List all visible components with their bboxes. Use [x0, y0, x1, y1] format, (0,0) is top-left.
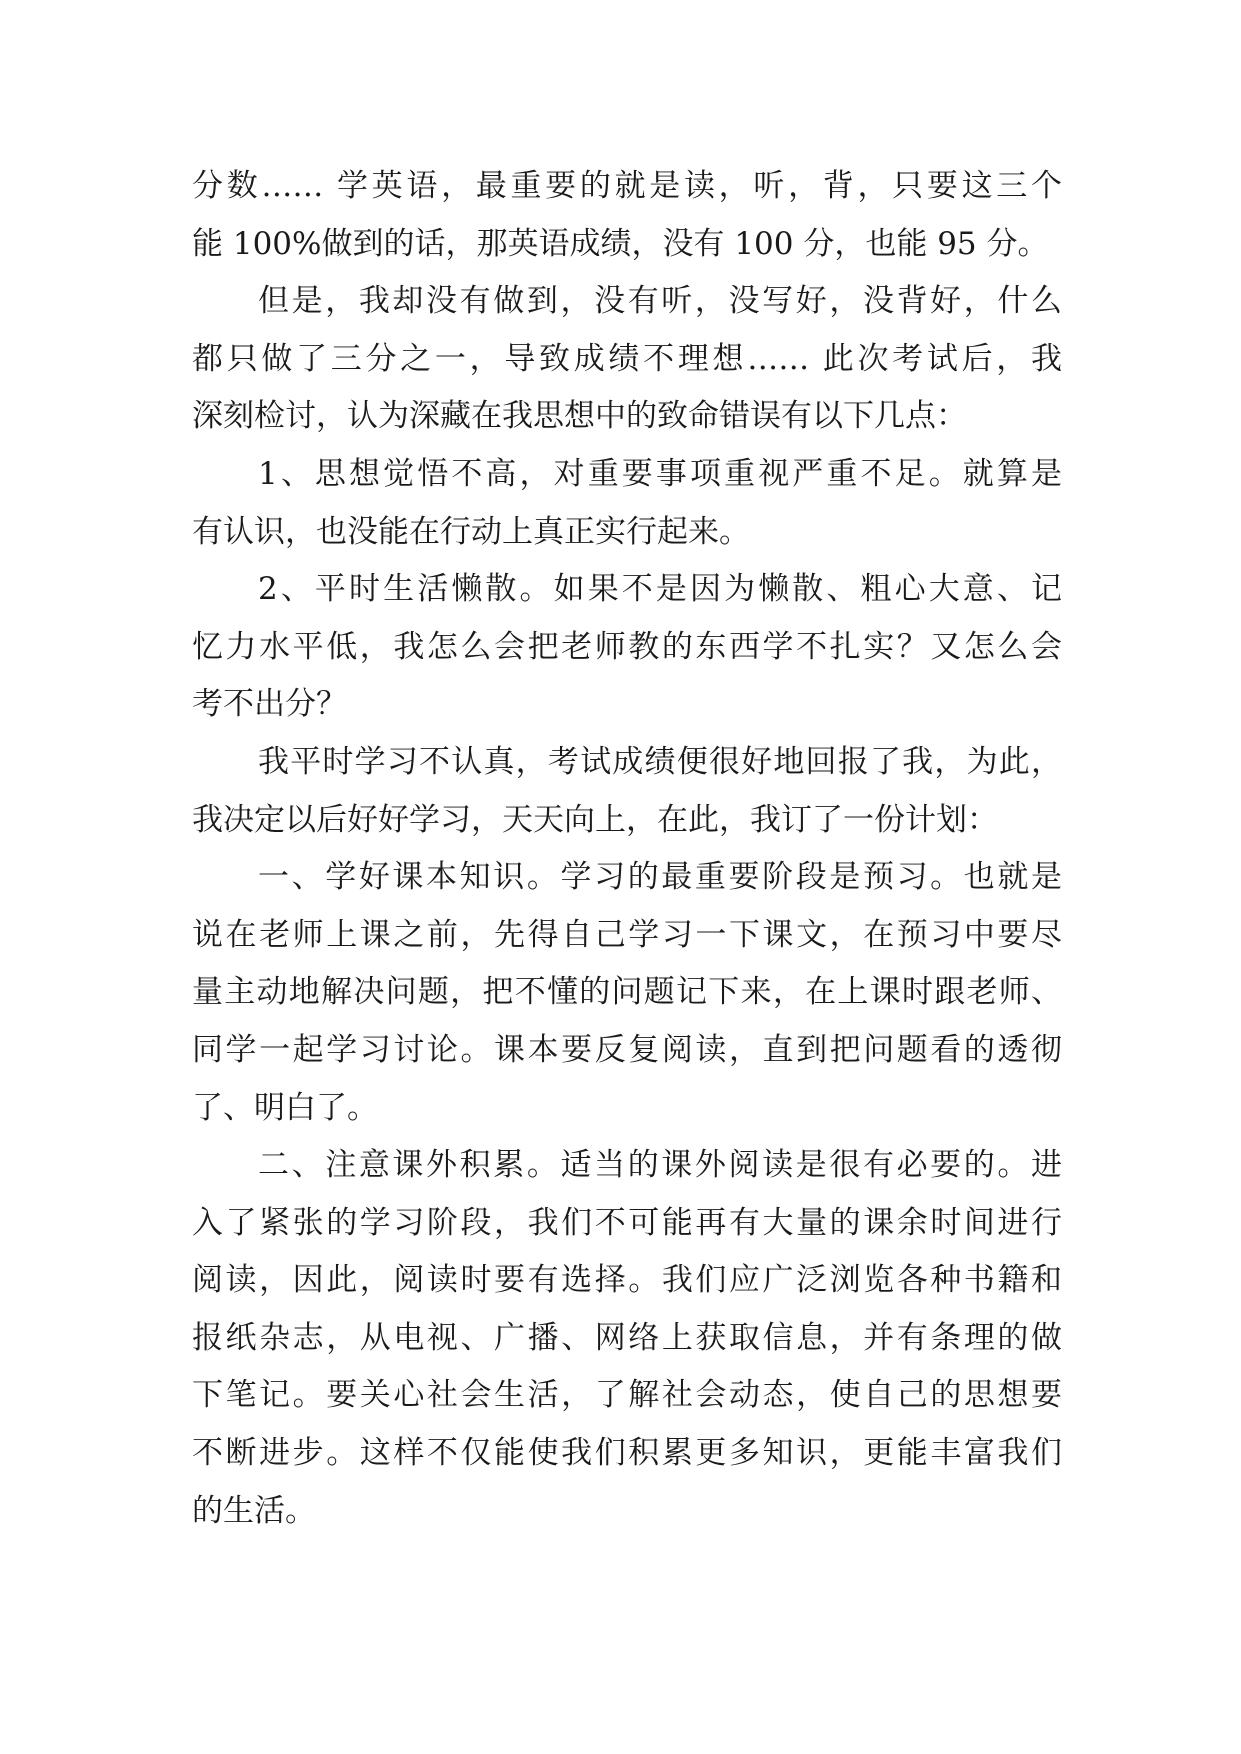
text-line: 不断进步。这样不仅能使我们积累更多知识，更能丰富我们	[192, 1435, 1062, 1472]
text-line: 1、思想觉悟不高，对重要事项重视严重不足。就算是	[258, 455, 1062, 492]
text-line: 二、注意课外积累。适当的课外阅读是很有必要的。进	[258, 1147, 1062, 1184]
text-line: 分数…… 学英语，最重要的就是读，听，背，只要这三个	[192, 168, 1062, 204]
text-line: 同学一起学习讨论。课本要反复阅读，直到把问题看的透彻	[192, 1031, 1062, 1068]
text-line: 深刻检讨，认为深藏在我思想中的致命错误有以下几点：	[192, 398, 967, 435]
text-line: 报纸杂志，从电视、广播、网络上获取信息，并有条理的做	[192, 1319, 1062, 1356]
text-line: 忆力水平低，我怎么会把老师教的东西学不扎实？又怎么会	[192, 628, 1062, 665]
text-line: 下笔记。要关心社会生活，了解社会动态，使自己的思想要	[192, 1377, 1062, 1414]
text-line: 了、明白了。	[192, 1089, 378, 1126]
text-line: 2、平时生活懒散。如果不是因为懒散、粗心大意、记	[258, 571, 1062, 608]
text-line: 有认识，也没能在行动上真正实行起来。	[192, 513, 750, 550]
text-line: 能 100%做到的话，那英语成绩，没有 100 分，也能 95 分。	[192, 225, 1049, 262]
text-line: 但是，我却没有做到，没有听，没写好，没背好，什么	[258, 283, 1062, 320]
text-line: 入了紧张的学习阶段，我们不可能再有大量的课余时间进行	[192, 1204, 1062, 1241]
text-line: 都只做了三分之一，导致成绩不理想…… 此次考试后，我	[192, 340, 1062, 377]
text-line: 量主动地解决问题，把不懂的问题记下来，在上课时跟老师、	[192, 974, 1062, 1011]
text-line: 我决定以后好好学习，天天向上，在此，我订了一份计划：	[192, 801, 998, 838]
text-line: 说在老师上课之前，先得自己学习一下课文，在预习中要尽	[192, 916, 1062, 953]
text-line: 的生活。	[192, 1492, 316, 1529]
text-line: 考不出分？	[192, 686, 347, 723]
text-line: 我平时学习不认真，考试成绩便很好地回报了我，为此，	[258, 743, 1062, 780]
document-body	[192, 158, 1062, 1540]
text-line: 一、学好课本知识。学习的最重要阶段是预习。也就是	[258, 859, 1062, 896]
text-line: 阅读，因此，阅读时要有选择。我们应广泛浏览各种书籍和	[192, 1262, 1062, 1299]
